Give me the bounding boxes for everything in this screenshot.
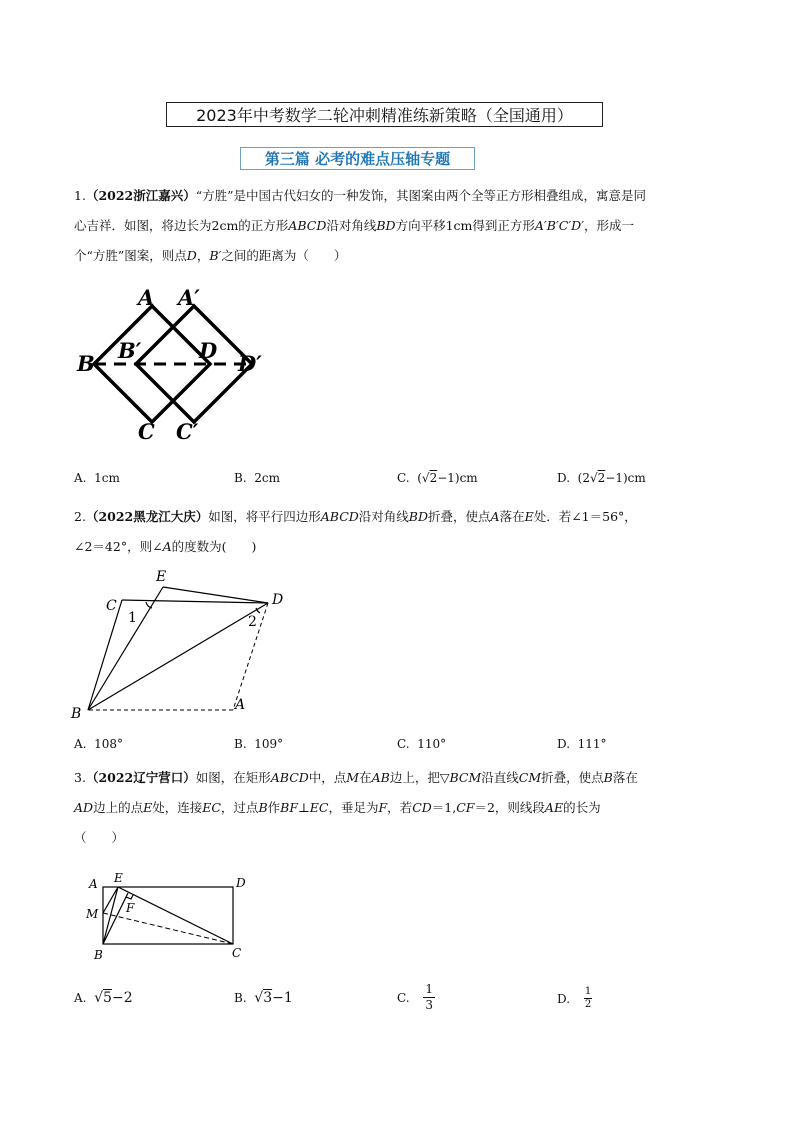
label-d-prime: D′ — [238, 351, 262, 376]
label-b-prime: B′ — [118, 338, 142, 363]
label-d: D — [199, 338, 218, 363]
figure-parallelogram-fold — [68, 566, 288, 722]
label-c-prime: C′ — [176, 419, 199, 444]
label-m: M — [86, 907, 99, 921]
question-2-option-d[interactable]: D. 111° — [557, 737, 607, 751]
question-1-line-3: 个“方胜”图案，则点D，B′之间的距离为（ ） — [74, 248, 347, 263]
label-angle-2: 2 — [248, 614, 257, 630]
question-2-option-c[interactable]: C. 110° — [397, 737, 447, 751]
label-b: B — [77, 351, 95, 376]
question-source: （2022黑龙江大庆） — [85, 509, 209, 524]
label-b: B — [71, 706, 82, 722]
question-source: （2022浙江嘉兴） — [85, 188, 196, 203]
question-1-option-b[interactable]: B. 2cm — [234, 471, 281, 485]
question-3-option-a[interactable]: A. √5−2 — [74, 990, 133, 1006]
question-2-option-b[interactable]: B. 109° — [234, 737, 284, 751]
question-3-line-2: AD边上的点E处，连接EC，过点B作BF⊥EC，垂足为F，若CD＝1,CF＝2，则线段AE的长为 — [74, 800, 601, 815]
question-3-option-b[interactable]: B. √3−1 — [234, 990, 293, 1006]
label-d: D — [236, 876, 246, 890]
question-1-option-c[interactable]: C. (√2−1)cm — [397, 471, 478, 485]
diagonal-bd — [88, 603, 268, 710]
figure-fangsheng — [70, 282, 280, 448]
question-3-line-3: （ ） — [74, 830, 125, 845]
square-abcd — [94, 306, 210, 422]
segment-mc-dashed — [103, 913, 233, 944]
label-a: A — [89, 877, 98, 891]
label-a: A — [138, 285, 155, 310]
label-e: E — [156, 569, 167, 585]
label-f: F — [126, 901, 135, 915]
document-title: 2023年中考数学二轮冲刺精准练新策略（全国通用） — [166, 102, 603, 127]
label-a: A — [235, 697, 246, 713]
figure-rectangle-fold — [82, 868, 252, 964]
label-d: D — [272, 592, 284, 608]
question-1-option-a[interactable]: A. 1cm — [74, 471, 120, 485]
question-1-line-2: 心吉祥．如图，将边长为2cm的正方形ABCD沿对角线BD方向平移1cm得到正方形A′B′C′D′，形成一 — [74, 218, 635, 233]
label-c: C — [106, 598, 117, 614]
segment-cd — [122, 600, 268, 603]
question-1-line-1: 1.（2022浙江嘉兴）“方胜”是中国古代妇女的一种发饰，其图案由两个全等正方形相叠组成，寓意是同 — [74, 188, 647, 203]
question-source: （2022辽宁营口） — [85, 770, 196, 785]
question-1-option-d[interactable]: D. (2√2−1)cm — [557, 471, 646, 485]
label-c: C — [138, 419, 155, 444]
question-2 — [74, 502, 734, 562]
label-c: C — [232, 946, 242, 960]
question-2-option-a[interactable]: A. 108° — [74, 737, 124, 751]
label-a-prime: A′ — [178, 285, 200, 310]
question-3-option-c[interactable]: C. $\frac{1}{3}$ — [397, 982, 434, 1012]
question-2-line-1: 2.（2022黑龙江大庆）如图，将平行四边形ABCD沿对角线BD折叠，使点A落在E处．若∠1＝56°， — [74, 509, 637, 524]
segment-be — [103, 887, 118, 944]
question-3-option-d[interactable]: D. $\frac{1}{2}$ — [557, 986, 592, 1010]
segment-ec — [118, 887, 233, 944]
rectangle-abcd — [103, 887, 233, 944]
question-3 — [74, 763, 734, 853]
label-angle-1: 1 — [128, 610, 137, 626]
label-e: E — [114, 871, 123, 885]
section-subtitle: 第三篇 必考的难点压轴专题 — [240, 147, 475, 170]
segment-me — [103, 887, 118, 913]
segment-bf — [103, 893, 128, 944]
label-b: B — [94, 948, 103, 962]
question-2-line-2: ∠2＝42°，则∠A的度数为( ) — [74, 539, 257, 554]
question-1 — [74, 181, 734, 271]
question-3-line-1: 3.（2022辽宁营口）如图，在矩形ABCD中，点M在AB边上，把▽BCM沿直线CM折叠，使点B落在 — [74, 770, 638, 785]
segment-be — [88, 587, 163, 710]
